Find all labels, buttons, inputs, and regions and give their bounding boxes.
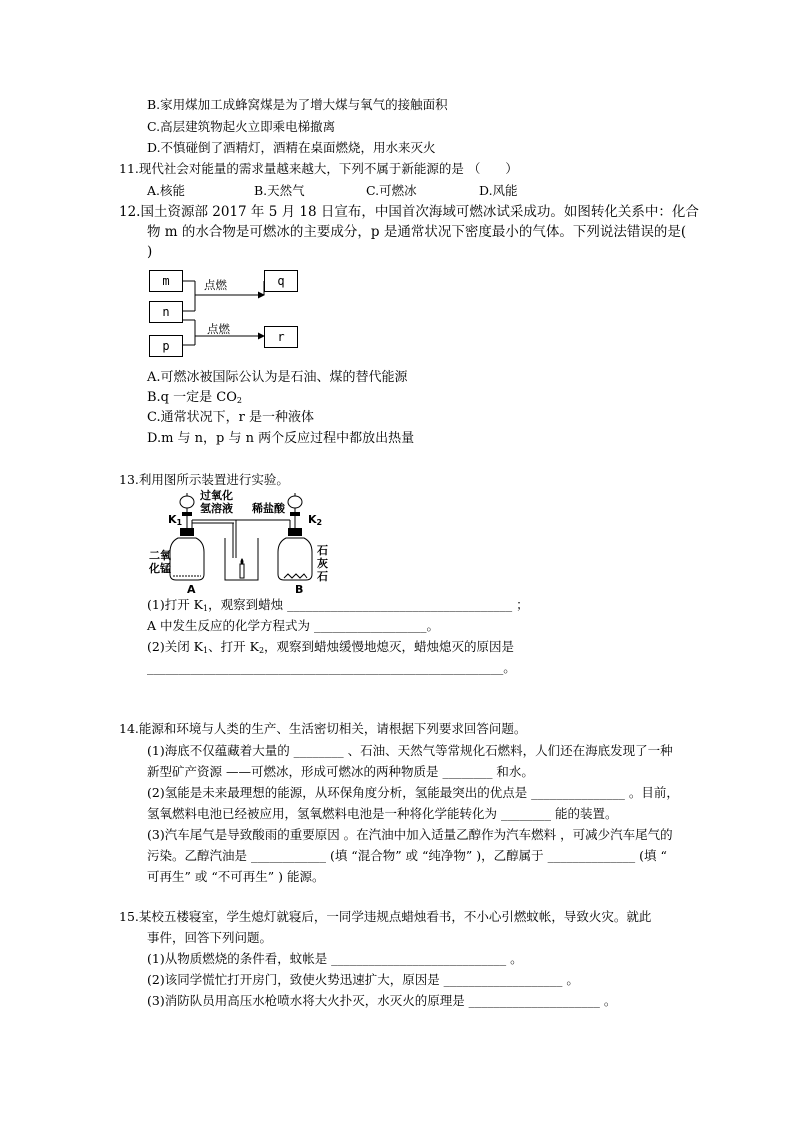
q10-option-c: C.高层建筑物起火立即乘电梯撤离 (147, 119, 336, 134)
q13-label-a: A (187, 583, 196, 596)
q10-option-d: D.不慎碰倒了酒精灯，酒精在桌面燃烧，用水来灭火 (147, 140, 436, 155)
q12-option-c: C.通常状况下，r 是一种液体 (147, 410, 314, 425)
q12-arrow1-label: 点燃 (204, 278, 227, 292)
q13-label-hcl: 稀盐酸 (252, 502, 285, 515)
q12-box-m: m (149, 270, 183, 292)
q13-label-mno2-1: 二氧 (149, 549, 171, 562)
q12-box-r: r (264, 326, 298, 348)
q12-stem-line2: 物 m 的水合物是可燃冰的主要成分，p 是通常状况下密度最小的气体。下列说法错误的是( (147, 224, 687, 240)
q13-label-b: B (295, 583, 304, 596)
q14-part1-line2: 新型矿产资源 ——可燃冰，形成可燃冰的两种物质是 ________ 和水。 (147, 764, 534, 779)
q12-option-b: B.q 一定是 $CO_2$ (147, 390, 242, 405)
q14-stem: 14.能源和环境与人类的生产、生活密切相关，请根据下列要求回答问题。 (119, 721, 527, 736)
q12-arrow2-label: 点燃 (207, 322, 230, 336)
q14-part3-line2: 污染。乙醇汽油是 ____________ (填 “混合物” 或 “纯净物” )，乙醇属于 ______________ (填 “ (147, 848, 667, 863)
q11-option-b: B.天然气 (254, 183, 305, 198)
q13-label-lime-2: 灰 (317, 557, 328, 570)
q14-part1-line1: (1)海底不仅蕴藏着大量的 ________ 、石油、天然气等常规化石燃料，人们还在海底发现了一种 (147, 743, 673, 758)
q15-part1: (1)从物质燃烧的条件看，蚊帐是 ____________________________ 。 (147, 951, 523, 966)
q15-stem-line2: 事件，回答下列问题。 (147, 930, 273, 945)
q13-part2-answer-line: _________________________________________________________。 (147, 660, 516, 675)
q10-option-b: B.家用煤加工成蜂窝煤是为了增大煤与氧气的接触面积 (147, 97, 448, 112)
q11-option-d: D.风能 (479, 183, 518, 198)
q13-part1-equation: A 中发生反应的化学方程式为 __________________。 (147, 618, 439, 633)
q13-stem: 13.利用图所示装置进行实验。 (119, 472, 289, 487)
q14-part2-line1: (2)氢能是未来最理想的能源，从环保角度分析，氢能最突出的优点是 _______________ 。目前， (147, 785, 679, 800)
q13-label-h2o2-1: 过氧化 (200, 489, 233, 502)
q13-label-lime-3: 石 (317, 570, 328, 583)
q12-box-p: p (149, 335, 183, 357)
q13-part2: (2)关闭 $K_1$、打开 $K_2$，观察到蜡烛缓慢地熄灭，蜡烛熄灭的原因是 (147, 639, 515, 655)
q11-option-c: C.可燃冰 (366, 183, 417, 198)
q13-label-h2o2-2: 氢溶液 (200, 502, 233, 515)
q12-option-a: A.可燃冰被国际公认为是石油、煤的替代能源 (147, 370, 408, 385)
q12-stem-line3: ) (147, 244, 153, 260)
q12-box-q: q (264, 270, 298, 292)
q15-part3: (3)消防队员用高压水枪喷水将大火扑灭，水灭火的原理是 _____________________ 。 (147, 993, 617, 1008)
q13-label-lime-1: 石 (317, 544, 328, 557)
q13-apparatus-drawing (140, 488, 340, 596)
q15-part2: (2)该同学慌忙打开房门，致使火势迅速扩大，原因是 ___________________ 。 (147, 972, 579, 987)
q11-option-a: A.核能 (147, 183, 186, 198)
q12-option-d: D.m 与 n，p 与 n 两个反应过程中都放出热量 (147, 431, 415, 446)
q14-part3-line3: 可再生” 或 “不可再生” ) 能源。 (147, 869, 325, 884)
q13-label-k1: $K_1$ (168, 513, 183, 527)
q12-stem-line1: 12.国土资源部 2017 年 5 月 18 日宣布，中国首次海域可燃冰试采成功。如图转化关系中：化合 (119, 204, 699, 220)
q11-stem: 11.现代社会对能量的需求量越来越大，下列不属于新能源的是 （ ） (119, 161, 518, 176)
q12-box-n: n (149, 301, 183, 323)
q14-part2-line2: 氢氧燃料电池已经被应用，氢氧燃料电池是一种将化学能转化为 ________ 能的装置。 (147, 806, 618, 821)
q13-label-mno2-2: 化锰 (149, 562, 171, 575)
q14-part3-line1: (3)汽车尾气是导致酸雨的重要原因 。在汽油中加入适量乙醇作为汽车燃料 ，可减少汽车尾气的 (147, 827, 673, 842)
q15-stem-line1: 15.某校五楼寝室，学生熄灯就寝后，一同学违规点蜡烛看书，不小心引燃蚊帐，导致火灾。就此 (119, 909, 652, 924)
q13-label-k2: $K_2$ (308, 513, 323, 527)
q13-part1: (1)打开 $K_1$，观察到蜡烛 ____________________________________ ； (147, 597, 529, 613)
